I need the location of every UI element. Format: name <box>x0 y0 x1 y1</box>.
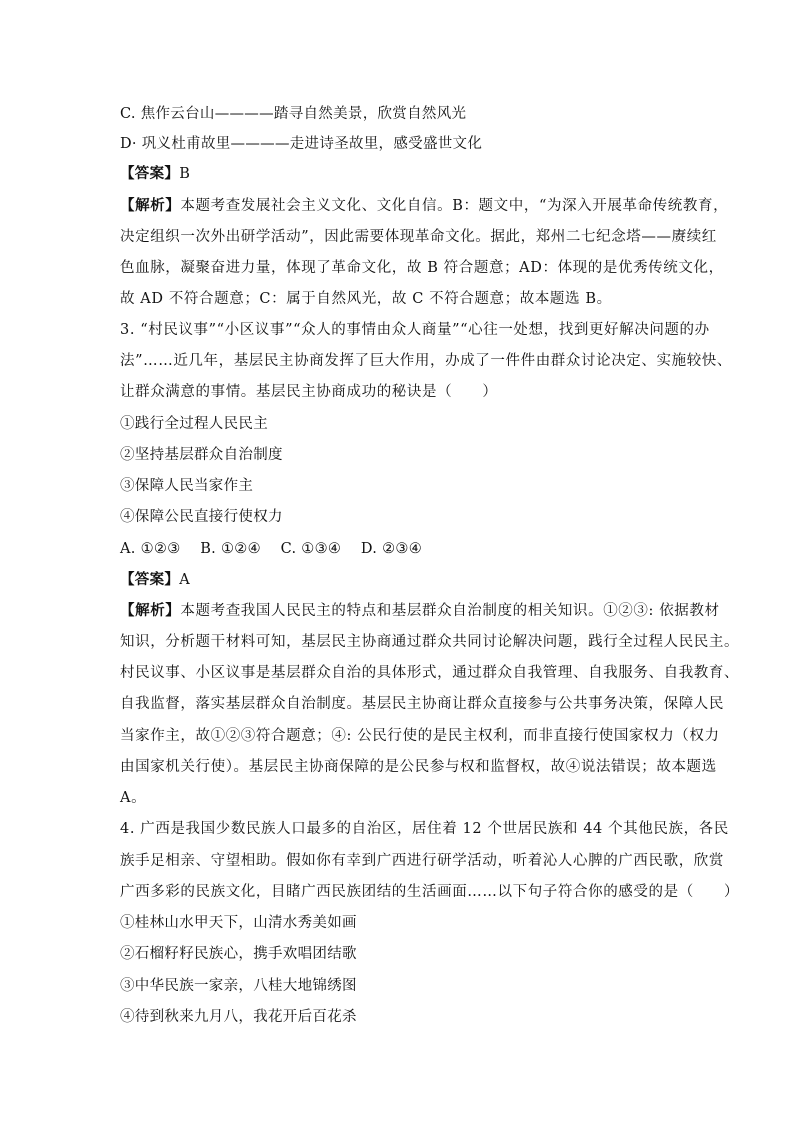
q3-analysis-line-5: 当家作主，故①②③符合题意；④: 公民行使的是民主权利，而非直接行使国家权力（权力 <box>120 728 720 744</box>
q4-stem-line-3: 广西多彩的民族文化，目睹广西民族团结的生活画面……以下句子符合你的感受的是（ ） <box>120 884 740 900</box>
q2-option-d: D· 巩义杜甫故里————走进诗圣故里，感受盛世文化 <box>120 136 483 152</box>
q2-answer <box>120 164 690 184</box>
answer-value: B <box>179 166 191 182</box>
q3-options: A. ①②③ B. ①②④ C. ①③④ D. ②③④ <box>120 541 423 557</box>
q4-stem-line-2: 族手足相亲、守望相助。假如你有幸到广西进行研学活动，听着沁人心脾的广西民歌，欣赏 <box>120 853 724 869</box>
q3-analysis-line-4: 自我监督，落实基层群众自治制度。基层民主协商让群众直接参与公共事务决策，保障人民 <box>120 696 724 712</box>
q4-item-1: ①桂林山水甲天下，山清水秀美如画 <box>120 915 357 931</box>
q3-analysis-line-6: 由国家机关行使）。基层民主协商保障的是公民参与权和监督权，故④说法错误；故本题选 <box>120 759 717 775</box>
q3-analysis-line-7: A。 <box>120 790 147 806</box>
q4-stem-line-1: 4. 广西是我国少数民族人口最多的自治区，居住着 12 个世居民族和 44 个其他民族，各民 <box>120 821 729 837</box>
q3-item-1: ①践行全过程人民民主 <box>120 416 268 432</box>
q3-stem-line-3: 让群众满意的事情。基层民主协商成功的秘诀是（ ） <box>120 384 498 400</box>
q4-item-2: ②石榴籽籽民族心，携手欢唱团结歌 <box>120 946 357 962</box>
q2-analysis-line-3: 色血脉，凝聚奋进力量，体现了革命文化，故 B 符合题意；AD：体现的是优秀传统文化， <box>120 260 724 276</box>
q3-analysis-line-1: 【解析】本题考查我国人民民主的特点和基层群众自治制度的相关知识。①②③: 依据教材 <box>120 602 720 619</box>
answer-label: 【答案】 <box>120 571 180 588</box>
q3-stem-line-1: 3. “村民议事”“小区议事”“众人的事情由众人商量”“心往一处想，找到更好解决问题的办 <box>120 322 710 338</box>
q3-stem-line-2: 法”……近几年，基层民主协商发挥了巨大作用，办成了一件件由群众讨论决定、实施较快、 <box>120 353 733 369</box>
q3-item-4: ④保障公民直接行使权力 <box>120 509 283 525</box>
q3-analysis-line-3: 村民议事、小区议事是基层群众自治的具体形式，通过群众自我管理、自我服务、自我教育、 <box>120 665 740 681</box>
q3-answer <box>120 570 690 590</box>
q3-item-2: ②坚持基层群众自治制度 <box>120 447 283 463</box>
q4-item-4: ④待到秋来九月八，我花开后百花杀 <box>120 1009 357 1025</box>
q2-analysis-line-4: 故 AD 不符合题意；C：属于自然风光，故 C 不符合题意；故本题选 B。 <box>120 291 612 307</box>
q2-analysis-line-2: 决定组织一次外出研学活动”，因此需要体现革命文化。据此，郑州二七纪念塔——赓续红 <box>120 229 717 245</box>
q2-analysis-line-1: 【解析】本题考查发展社会主义文化、文化自信。B：题文中，“为深入开展革命传统教育， <box>120 197 729 214</box>
analysis-label: 【解析】 <box>120 602 181 619</box>
q3-analysis-line-2: 知识，分析题干材料可知，基层民主协商通过群众共同讨论解决问题，践行全过程人民民主。 <box>120 634 740 650</box>
q3-item-3: ③保障人民当家作主 <box>120 478 254 494</box>
analysis-label: 【解析】 <box>120 197 181 214</box>
q4-item-3: ③中华民族一家亲，八桂大地锦绣图 <box>120 978 357 994</box>
answer-value: A <box>179 572 190 588</box>
q2-option-c: C. 焦作云台山————踏寻自然美景，欣赏自然风光 <box>120 106 467 122</box>
answer-label: 【答案】 <box>120 165 180 182</box>
